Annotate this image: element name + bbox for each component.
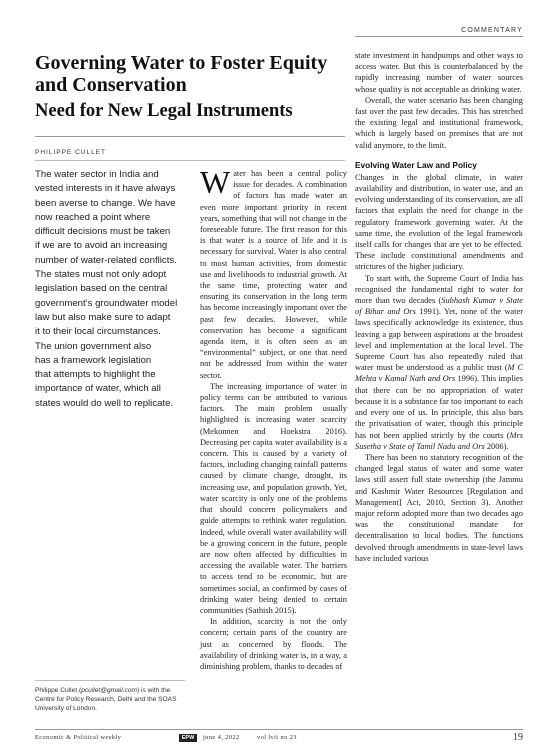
- article-subtitle: Need for New Legal Instruments: [35, 101, 293, 121]
- body-column-2: [355, 50, 523, 564]
- case-citation-2: M C Mehta v Kamal Nath and Ors: [355, 363, 523, 384]
- author-divider: [35, 160, 345, 161]
- author-footnote: [35, 686, 185, 713]
- paragraph-6: Changes in the global climate, in water availability and distribution, in water use, and an evolving understanding of its conservation, are all factors that explain the need for change in the regulatory framework governing water. At the same time, the evolution of the legal framework itself calls for changes that are yet to be effected. These include constitutional amendments and strictures of the higher judiciary.: [355, 172, 523, 272]
- article-title: Governing Water to Foster Equity and Conservation: [35, 52, 328, 96]
- paragraph-5: Overall, the water scenario has been changing fast over the past few decades. This has stretched the existing legal and institutional framework, which is largely based on premises that are not valid anymore, to the limit.: [355, 95, 523, 150]
- paragraph-2: The increasing importance of water in policy terms can be attributed to various factors. The main problem usually highlighted is increasing water scarcity (Mekonnen and Hoekstra 2016). Decreasing per capita water availability is a concern. This is caused by a variety of factors, including changing rainfall patterns caused by climate change, drought, its increasing use, and population growth. Yet, water scarcity is only one of the problems that should concern policymakers and guide attempts to rethink water regulation. Indeed, while overall water availability will be a growing concern in the future, people are now often affected by difficulties in accessing the available water. The barriers to access tend to be economic, but are sometimes social, as confirmed by cases of drinking water being denied to certain communities (Sathish 2015).: [200, 381, 347, 615]
- footnote-divider: [35, 680, 185, 681]
- author-name: PHILIPPE CULLET: [35, 149, 106, 156]
- case-citation-3: Mrs Susetha v State of Tamil Nadu and Ors: [355, 430, 523, 451]
- paragraph-1-text: ater has been a central policy issue for decades. A combination of factors has made water an even more important priority in recent years, something that will not change in the foreseeable future. The first reason for this is that water is a source of life and it is necessary for survival. Water is also central to most human activities, from domestic use and livelihoods to industrial growth. At the same time, protecting water and ensuring its conservation in the long term has become increasingly important over the past few decades. However, while conservation has become a significant agenda item, it is often seen as an “environmental” subject, or one that need not be addressed from within the water sector.: [200, 169, 347, 380]
- issue-date: june 4, 2022: [203, 734, 240, 741]
- paragraph-4: state investment in handpumps and other ways to access water. But this is counterbalanced by the rapidly increasing number of water sources whose quality is not acceptable as drinking water.: [355, 51, 523, 94]
- paragraph-7-text-c: 1996). This implies that there can be no appropriation of water because it is a substance far too important to each and every one of us. In principle, this also bars the privatisation of water, though this principle has not been applied strictly by the courts (: [355, 374, 524, 440]
- section-heading: Evolving Water Law and Policy: [355, 159, 477, 170]
- dropcap: W: [200, 164, 231, 200]
- page-footer: [35, 733, 523, 745]
- paragraph-8: There has been no statutory recognition of the changed legal status of water and some water laws still assert full state ownership (the Jammu and Kashmir Water Resources [Regulation and Management] Act, 2010, Section 3). Another major reform adopted more than two decades ago was the constitutional mandate for decentralisation to local bodies. The functions devolved through amendments in state-level laws have included various: [355, 452, 523, 563]
- case-citation-1: Subhash Kumar v State of Bihar and Ors: [355, 296, 523, 317]
- section-label: COMMENTARY: [457, 27, 523, 34]
- issue-volume: vol lvii no 23: [257, 734, 297, 741]
- epw-logo: EPW: [179, 734, 197, 742]
- journal-name: Economic & Political weekly: [35, 734, 122, 741]
- abstract: The water sector in India and vested interests in it have always been averse to change. We have now reached a point where difficult decisions must be taken if we are to avoid an increasing number of water-related conflicts. The states must not only adopt legislation based on the central government’s groundwater model law but also make sure to adapt it to their local circumstances. The union government also has a framework legislation that attempts to highlight the importance of water, which all states would do well to replicate.: [35, 169, 178, 409]
- author-email[interactable]: pcullet@gmail.com: [81, 687, 137, 694]
- paragraph-7-text-d: 2006).: [484, 441, 509, 451]
- footnote-prefix: Philippe Cullet (: [35, 687, 82, 694]
- paragraph-1: [200, 164, 347, 381]
- section-bar: [355, 27, 523, 48]
- paragraph-7-text-a: To start with, the Supreme Court of India has recognised the fundamental right to water for more than two decades (: [355, 273, 523, 306]
- page-number: 19: [513, 732, 523, 743]
- footnote-suffix: ) is with the Centre for Policy Research, Delhi and the SOAS University of London.: [35, 687, 177, 712]
- paragraph-7-text-b: 1991). Yet, none of the water laws specifically acknowledge its existence, thus leaving a gap between aspirations at the broadest level and implementation at the local level. The Supreme Court has also repeatedly ruled that water must be understood as a public trust (: [355, 307, 523, 373]
- body-column-1: [200, 164, 347, 672]
- footer-divider: [35, 729, 523, 730]
- paragraph-7: [355, 273, 523, 452]
- paragraph-3: In addition, scarcity is not the only concern; certain parts of the country are just as concerned by floods. The availability of drinking water is, in a way, a diminishing problem, thanks to decades of: [200, 617, 347, 671]
- title-divider: [35, 136, 345, 137]
